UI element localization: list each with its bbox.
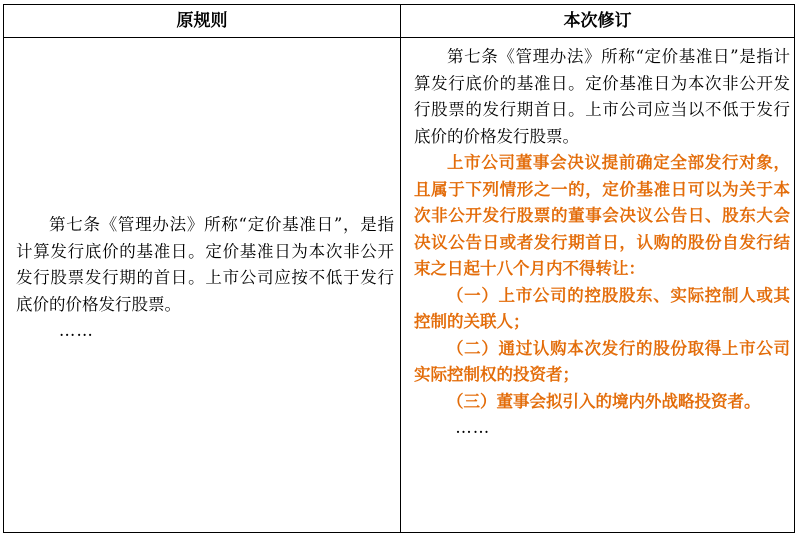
revised-added-clause: 上市公司董事会决议提前确定全部发行对象，且属于下列情形之一的，定价基准日可以为关于本次非公开发行股票的董事会决议公告日、股东大会决议公告日或者发行期首日，认购的股份自发行结束之日起十八个月内不得转让： (414, 153, 790, 278)
column-divider (400, 5, 401, 532)
revised-article-seven: 第七条《管理办法》所称“定价基准日”是指计算发行底价的基准日。定价基准日为本次非公开发行股票的发行期首日。上市公司应当以不低于发行底价的价格发行股票。 (414, 47, 790, 146)
revision-cell (414, 44, 790, 442)
comparison-table (3, 4, 795, 533)
header-divider (4, 37, 794, 38)
original-article-seven: 第七条《管理办法》所称“定价基准日”，是指计算发行底价的基准日。定价基准日为本次非公开发行股票发行期的首日。上市公司应按不低于发行底价的价格发行股票。 (16, 215, 394, 314)
header-current-revision: 本次修订 (563, 11, 632, 31)
revision-ellipsis: …… (455, 418, 491, 437)
revised-item-three: （三）董事会拟引入的境内外战略投资者。 (447, 391, 761, 411)
revised-item-two: （二）通过认购本次发行的股份取得上市公司实际控制权的投资者； (414, 338, 790, 384)
original-rules-cell (16, 212, 394, 345)
revised-item-one: （一）上市公司的控股股东、实际控制人或其控制的关联人； (414, 285, 790, 331)
original-ellipsis: …… (58, 321, 94, 340)
header-original-rules: 原规则 (176, 11, 228, 31)
